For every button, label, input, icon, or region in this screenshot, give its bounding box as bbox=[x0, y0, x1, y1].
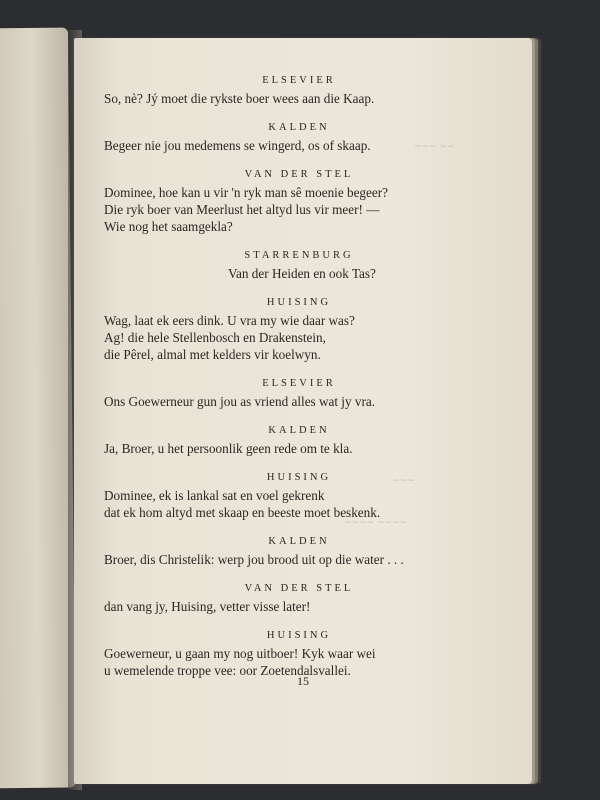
dialogue-line: u wemelende troppe vee: oor Zoetendalsvallei. bbox=[104, 663, 351, 678]
speaker-name: STARRENBURG bbox=[244, 250, 354, 261]
dialogue-block bbox=[104, 535, 494, 568]
dialogue-line: Dominee, hoe kan u vir 'n ryk man sê moenie begeer? bbox=[104, 185, 388, 200]
dialogue-block bbox=[104, 168, 494, 235]
dialogue-line: Wie nog het saamgekla? bbox=[104, 219, 233, 234]
dialogue-line: Broer, dis Christelik: werp jou brood uit op die water . . . bbox=[104, 552, 404, 567]
dialogue-line: dat ek hom altyd met skaap en beeste moet beskenk. bbox=[104, 505, 381, 520]
dialogue-line: Wag, laat ek eers dink. U vra my wie daar was? bbox=[104, 313, 355, 328]
dialogue-block bbox=[104, 377, 494, 410]
dialogue-line: Van der Heiden en ook Tas? bbox=[228, 266, 376, 281]
play-text bbox=[104, 74, 494, 693]
pencil-mark: ~~~~ ~~~~ bbox=[344, 518, 408, 528]
page-number: 15 bbox=[297, 674, 309, 688]
speaker-name: KALDEN bbox=[268, 122, 330, 133]
dialogue-block bbox=[104, 74, 494, 107]
dialogue-block bbox=[104, 249, 494, 282]
speaker-name: HUISING bbox=[266, 630, 332, 641]
dialogue-line: Goewerneur, u gaan my nog uitboer! Kyk waar wei bbox=[104, 646, 376, 661]
pencil-mark: ~~~ ~~ bbox=[414, 142, 455, 152]
dialogue-block bbox=[104, 424, 494, 457]
dialogue-line: So, nè? Jý moet die rykste boer wees aan die Kaap. bbox=[104, 91, 375, 106]
book-page bbox=[74, 38, 532, 784]
dialogue-line: Die ryk boer van Meerlust het altyd lus vir meer! — bbox=[104, 202, 380, 217]
facing-page-edge bbox=[0, 28, 76, 789]
speaker-name: ELSEVIER bbox=[262, 75, 336, 86]
dialogue-block bbox=[104, 582, 494, 615]
dialogue-block bbox=[104, 629, 494, 679]
speaker-name: ELSEVIER bbox=[262, 378, 336, 389]
speaker-name: KALDEN bbox=[268, 536, 330, 547]
pencil-mark: ~~~ bbox=[392, 476, 415, 486]
dialogue-line: Ons Goewerneur gun jou as vriend alles wat jy vra. bbox=[104, 394, 376, 409]
speaker-name: KALDEN bbox=[268, 425, 330, 436]
dialogue-line: Ag! die hele Stellenbosch en Drakenstein, bbox=[104, 330, 326, 345]
speaker-name: VAN DER STEL bbox=[244, 169, 354, 180]
speaker-name: HUISING bbox=[266, 297, 332, 308]
speaker-name: HUISING bbox=[266, 472, 332, 483]
dialogue-line: dan vang jy, Huising, vetter visse later! bbox=[104, 599, 311, 614]
dialogue-line: Begeer nie jou medemens se wingerd, os of skaap. bbox=[104, 138, 371, 153]
dialogue-block bbox=[104, 296, 494, 363]
dialogue-line: die Pêrel, almal met kelders vir koelwyn. bbox=[104, 347, 321, 362]
dialogue-block bbox=[104, 471, 494, 521]
dialogue-line: Dominee, ek is lankal sat en voel gekrenk bbox=[104, 488, 325, 503]
speaker-name: VAN DER STEL bbox=[244, 583, 354, 594]
dialogue-line: Ja, Broer, u het persoonlik geen rede om te kla. bbox=[104, 441, 353, 456]
